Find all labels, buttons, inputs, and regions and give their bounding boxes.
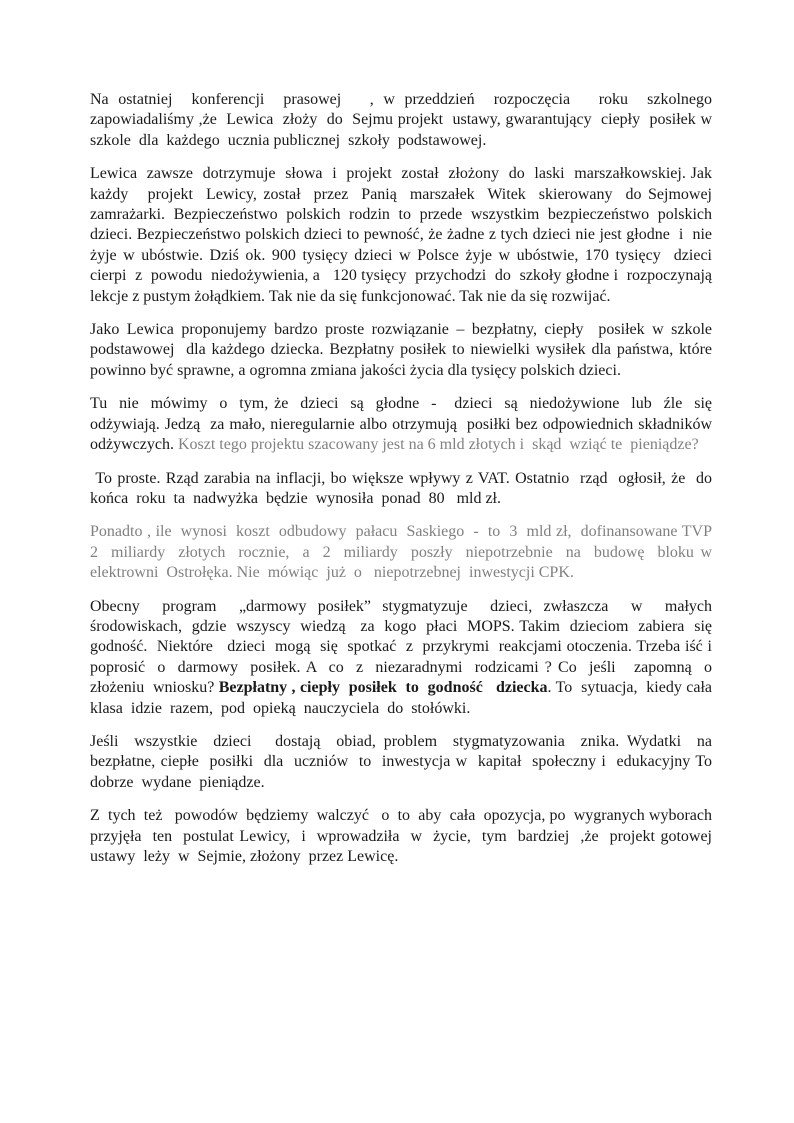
text-paragraph: [90, 732, 716, 793]
text-run-normal: Z tych też powodów będziemy walczyć o to aby cała opozycja, po wygranych wyborach przyjęła ten postulat Lewicy, i wprowadziła w życie, tym bardziej ,że projekt gotowej ustawy leży w Sejmie, złożony przez Lewicę.: [90, 807, 720, 865]
text-run-normal: Lewica zawsze dotrzymuje słowa i projekt został złożony do laski marszałkowskiej. Jak każdy projekt Lewicy, został przez Panią marszałek Witek skierowany do Sejmowej zamrażarki. Bezpieczeństwo polskich rodzin to przede wszystkim bezpieczeństwo polskich dzieci. Bezpieczeństwo polskich dzieci to pewność, że żadne z tych dzieci nie jest głodne i nie żyje w ubóstwie. Dziś ok. 900 tysięcy dzieci w Polsce żyje w ubóstwie, 170 tysięcy dzieci cierpi z powodu niedożywienia, a 120 tysięcy przychodzi do szkoły głodne i rozpoczynają lekcje z pustym żołądkiem. Tak nie da się funkcjonować. Tak nie da się rozwijać.: [90, 165, 720, 305]
text-paragraph: [90, 806, 720, 867]
text-paragraph: [90, 90, 720, 151]
text-run-normal: To proste. Rząd zarabia na inflacji, bo większe wpływy z VAT. Ostatnio rząd ogłosił, że do końca roku ta nadwyżka będzie wynosiła ponad 80 mld zł.: [90, 469, 717, 507]
text-run-normal: Obecny program „darmowy posiłek” stygmatyzuje dzieci, zwłaszcza w małych środowiskach, gdzie wszyscy wiedzą za kogo płaci MOPS. Takim dzieciom zabiera się godność. Niektóre dzieci mogą się spotkać z przykrymi reakcjami otoczenia. Trzeba iść i poprosić o darmowy posiłek. A co z niezaradnymi rodzicami ? Co jeśli zapomną o złożeniu wniosku?: [90, 597, 720, 697]
text-paragraph: [90, 597, 720, 719]
text-paragraph: [90, 394, 716, 455]
document-content: [90, 90, 720, 880]
text-run-bold: Bezpłatny , ciepły posiłek to godność dziecka: [218, 679, 548, 697]
text-run-gray: Ponadto , ile wynosi koszt odbudowy pałacu Saskiego - to 3 mld zł, dofinansowane TVP 2 miliardy złotych rocznie, a 2 miliardy poszły niepotrzebnie na budowę bloku w elektrowni Ostrołęka. Nie mówiąc już o niepotrzebnej inwestycji CPK.: [90, 523, 720, 582]
text-run-normal: . To sytuacja, kiedy cała klasa idzie razem, pod opieką nauczyciela do stołówki.: [90, 679, 720, 717]
text-paragraph: [90, 320, 716, 381]
text-run-normal: Tu nie mówimy o tym, że dzieci są głodne - dzieci są niedożywione lub źle się odżywiają. Jedzą za mało, nieregularnie albo otrzymują posiłki bez odpowiednich składników odżywczych.: [90, 395, 716, 454]
text-run-normal: Jako Lewica proponujemy bardzo proste rozwiązanie – bezpłatny, ciepły posiłek w szkole podstawowej dla każdego dziecka. Bezpłatny posiłek to niewielki wysiłek dla państwa, które powinno być sprawne, a ogromna zmiana jakości życia dla tysięcy polskich dzieci.: [90, 321, 716, 379]
text-run-gray: Koszt tego projektu szacowany jest na 6 mld złotych i skąd wziąć te pieniądze?: [177, 436, 699, 454]
text-paragraph: [90, 469, 717, 510]
text-paragraph: [90, 522, 720, 583]
text-run-normal: Na ostatniej konferencji prasowej , w przeddzień rozpoczęcia roku szkolnego zapowiadaliśmy ,że Lewica złoży do Sejmu projekt ustawy, gwarantujący ciepły posiłek w szkole dla każdego ucznia publicznej szkoły podstawowej.: [90, 91, 720, 149]
text-run-normal: Jeśli wszystkie dzieci dostają obiad, problem stygmatyzowania znika. Wydatki na bezpłatne, ciepłe posiłki dla uczniów to inwestycja w kapitał społeczny i edukacyjny To dobrze wydane pieniądze.: [90, 732, 716, 791]
text-paragraph: [90, 164, 720, 307]
